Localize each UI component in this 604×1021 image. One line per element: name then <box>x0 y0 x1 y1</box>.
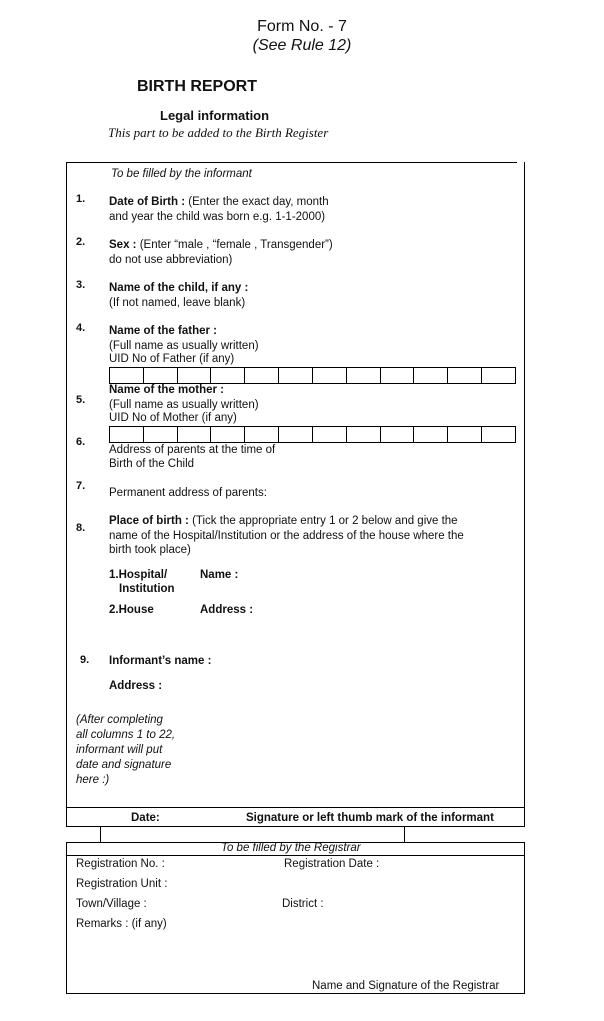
child-name-hint: (If not named, leave blank) <box>109 297 246 309</box>
registrar-caption-line <box>66 855 525 856</box>
mother-uid-label: UID No of Mother (if any) <box>109 412 237 424</box>
mother-name-label: Name of the mother : <box>109 384 225 396</box>
place-of-birth-field <box>109 514 458 529</box>
after-note-line: (After completing <box>76 714 163 726</box>
registrar-right-border <box>524 842 525 994</box>
hospital-name-label: Name : <box>200 569 239 581</box>
after-note-line: all columns 1 to 22, <box>76 729 176 741</box>
page-subtitle: Legal information <box>160 108 270 123</box>
frame-left-border <box>66 162 67 827</box>
caption-top-line <box>108 162 517 163</box>
informant-address-label: Address : <box>109 680 163 692</box>
after-note-line: date and signature <box>76 759 172 771</box>
house-address-label: Address : <box>200 604 254 616</box>
permanent-address-label: Permanent address of parents: <box>109 487 267 499</box>
after-note-line: here :) <box>76 774 110 786</box>
frame-top-left <box>66 162 109 163</box>
father-uid-label: UID No of Father (if any) <box>109 353 235 365</box>
register-note: This part to be added to the Birth Register <box>108 125 329 140</box>
item-number: 1. <box>76 193 86 205</box>
informant-name-label: Informant’s name : <box>109 655 212 667</box>
date-label: Date: <box>131 812 160 824</box>
remarks-label: Remarks : (if any) <box>76 918 167 930</box>
place-of-birth-label: Place of birth : <box>109 515 189 527</box>
sex-hint: (Enter “male , “female , Transgender”) <box>139 239 333 251</box>
place-of-birth-hint-2: name of the Hospital/Institution or the address of the house where the <box>109 530 464 542</box>
registrar-signature-label: Name and Signature of the Registrar <box>312 980 500 992</box>
after-note <box>76 713 175 788</box>
sex-field <box>109 238 333 253</box>
date-of-birth-label: Date of Birth : <box>109 196 186 208</box>
place-of-birth-hint: (Tick the appropriate entry 1 or 2 below and give the <box>192 515 458 527</box>
father-name-label: Name of the father : <box>109 325 217 337</box>
parents-address-label: Address of parents at the time of <box>109 444 276 456</box>
registration-no-label: Registration No. : <box>76 858 165 870</box>
sex-hint-2: do not use abbreviation) <box>109 254 233 266</box>
hospital-option-label: 1.Hospital/ <box>109 569 168 581</box>
frame-right-border <box>524 162 525 827</box>
sex-label: Sex : <box>109 239 137 251</box>
parents-address-label-2: Birth of the Child <box>109 458 195 470</box>
item-number: 3. <box>76 279 86 291</box>
district-label: District : <box>282 898 324 910</box>
table-top-line <box>66 807 525 808</box>
page-title: BIRTH REPORT <box>137 78 257 95</box>
date-of-birth-field <box>109 195 329 210</box>
rule-reference: (See Rule 12) <box>252 37 352 54</box>
father-name-hint: (Full name as usually written) <box>109 340 259 352</box>
item-number: 4. <box>76 322 86 334</box>
after-note-line: informant will put <box>76 744 163 756</box>
institution-label: Institution <box>119 583 175 595</box>
item-number: 8. <box>76 522 86 534</box>
child-name-label: Name of the child, if any : <box>109 282 249 294</box>
mother-uid-boxes[interactable] <box>109 426 516 443</box>
signature-label: Signature or left thumb mark of the informant <box>246 812 494 824</box>
registration-date-label: Registration Date : <box>284 858 380 870</box>
father-uid-boxes[interactable] <box>109 367 516 384</box>
town-village-label: Town/Village : <box>76 898 147 910</box>
registrar-caption: To be filled by the Registrar <box>221 842 361 854</box>
form-number: Form No. - 7 <box>257 18 347 35</box>
item-number: 5. <box>76 394 86 406</box>
mother-name-hint: (Full name as usually written) <box>109 399 259 411</box>
item-number: 7. <box>76 480 86 492</box>
house-option-label: 2.House <box>109 604 154 616</box>
table-divider <box>100 826 101 842</box>
item-number: 2. <box>76 236 86 248</box>
registrar-left-border <box>66 842 67 994</box>
place-of-birth-hint-3: birth took place) <box>109 544 191 556</box>
registration-unit-label: Registration Unit : <box>76 878 168 890</box>
date-of-birth-hint: (Enter the exact day, month <box>188 196 329 208</box>
item-number: 9. <box>80 654 90 666</box>
informant-caption: To be filled by the informant <box>111 168 252 180</box>
table-divider <box>404 826 405 842</box>
item-number: 6. <box>76 436 86 448</box>
table-mid-line <box>66 826 525 827</box>
date-of-birth-hint-2: and year the child was born e.g. 1-1-2000) <box>109 211 326 223</box>
